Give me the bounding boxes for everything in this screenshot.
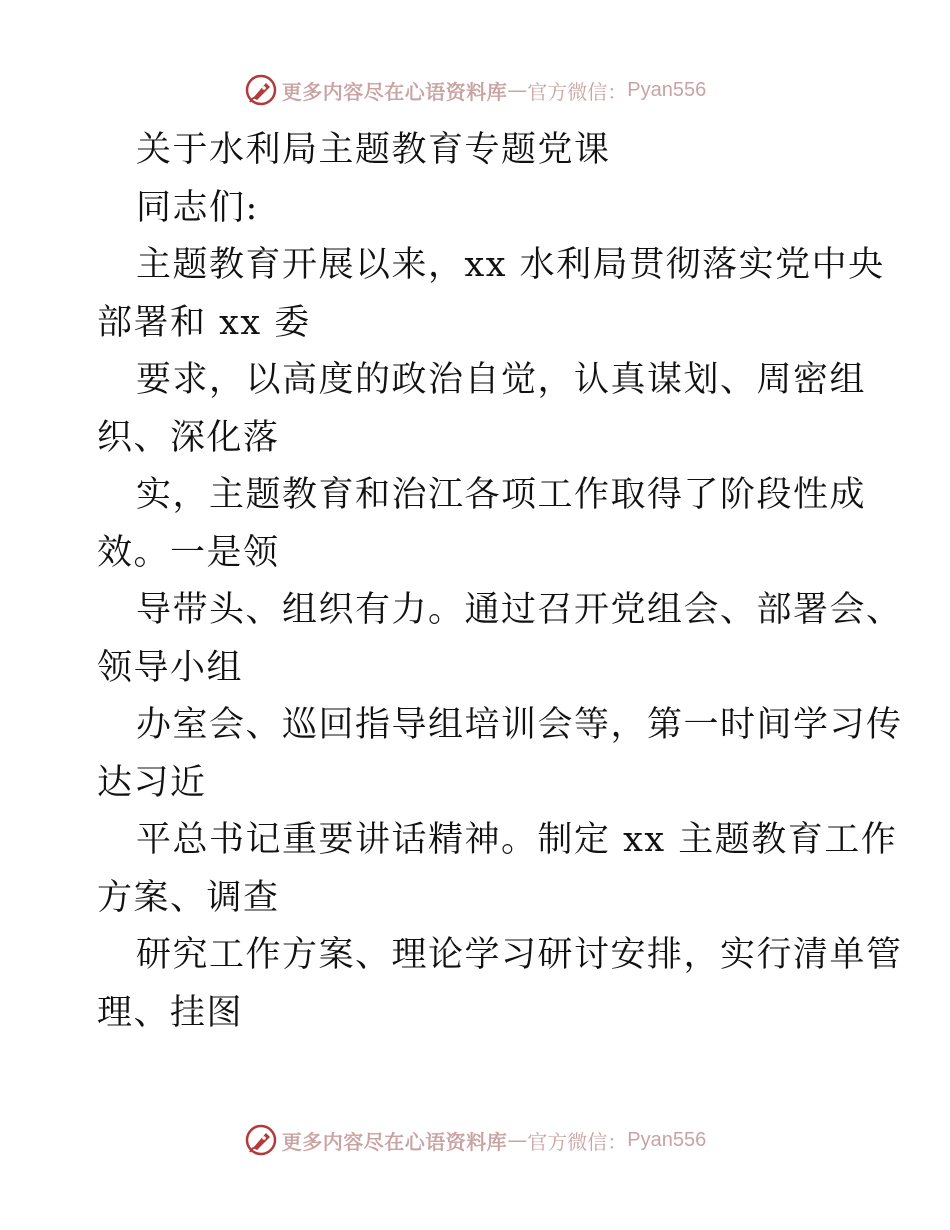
text-line: 方案、调查: [97, 877, 280, 918]
text-line: 要求，以高度的政治自觉，认真谋划、周密组: [136, 360, 867, 400]
watermark-brand: 更多内容尽在心语资料库: [281, 1129, 508, 1154]
watermark-contact-label: 官方微信：: [527, 1129, 628, 1154]
footer-watermark: [0, 1120, 950, 1160]
text-line: 主题教育开展以来，xx 水利局贯彻落实党中央: [136, 245, 885, 285]
text-line: 研究工作方案、理论学习研讨安排，实行清单管: [136, 935, 903, 975]
text-line: 导带头、组织有力。通过召开党组会、部署会、: [136, 590, 903, 630]
pen-nib-circle-icon: [244, 1123, 278, 1157]
text-line: 领导小组: [97, 647, 244, 688]
watermark-separator: —: [507, 78, 528, 102]
document-body: [97, 122, 903, 1042]
watermark-contact-label: 官方微信：: [527, 79, 628, 104]
header-watermark: [0, 70, 950, 110]
text-line: 实，主题教育和治江各项工作取得了阶段性成: [136, 475, 867, 515]
text-line: 织、深化落: [97, 417, 280, 458]
text-line: 关于水利局主题教育专题党课: [136, 130, 611, 170]
pen-nib-circle-icon: [244, 73, 278, 107]
text-line: 同志们:: [136, 187, 259, 228]
text-line: 理、挂图: [97, 992, 244, 1033]
text-line: 效。一是领: [97, 532, 280, 573]
watermark-brand: 更多内容尽在心语资料库: [281, 79, 508, 104]
text-line: 平总书记重要讲话精神。制定 xx 主题教育工作: [136, 820, 898, 860]
watermark-separator: —: [507, 1128, 528, 1152]
watermark-contact-id: Pyan556: [627, 78, 707, 101]
text-line: 办室会、巡回指导组培训会等，第一时间学习传: [136, 705, 903, 745]
text-line: 部署和 xx 委: [97, 302, 311, 343]
text-line: 达习近: [97, 762, 207, 803]
watermark-contact-id: Pyan556: [627, 1128, 707, 1151]
